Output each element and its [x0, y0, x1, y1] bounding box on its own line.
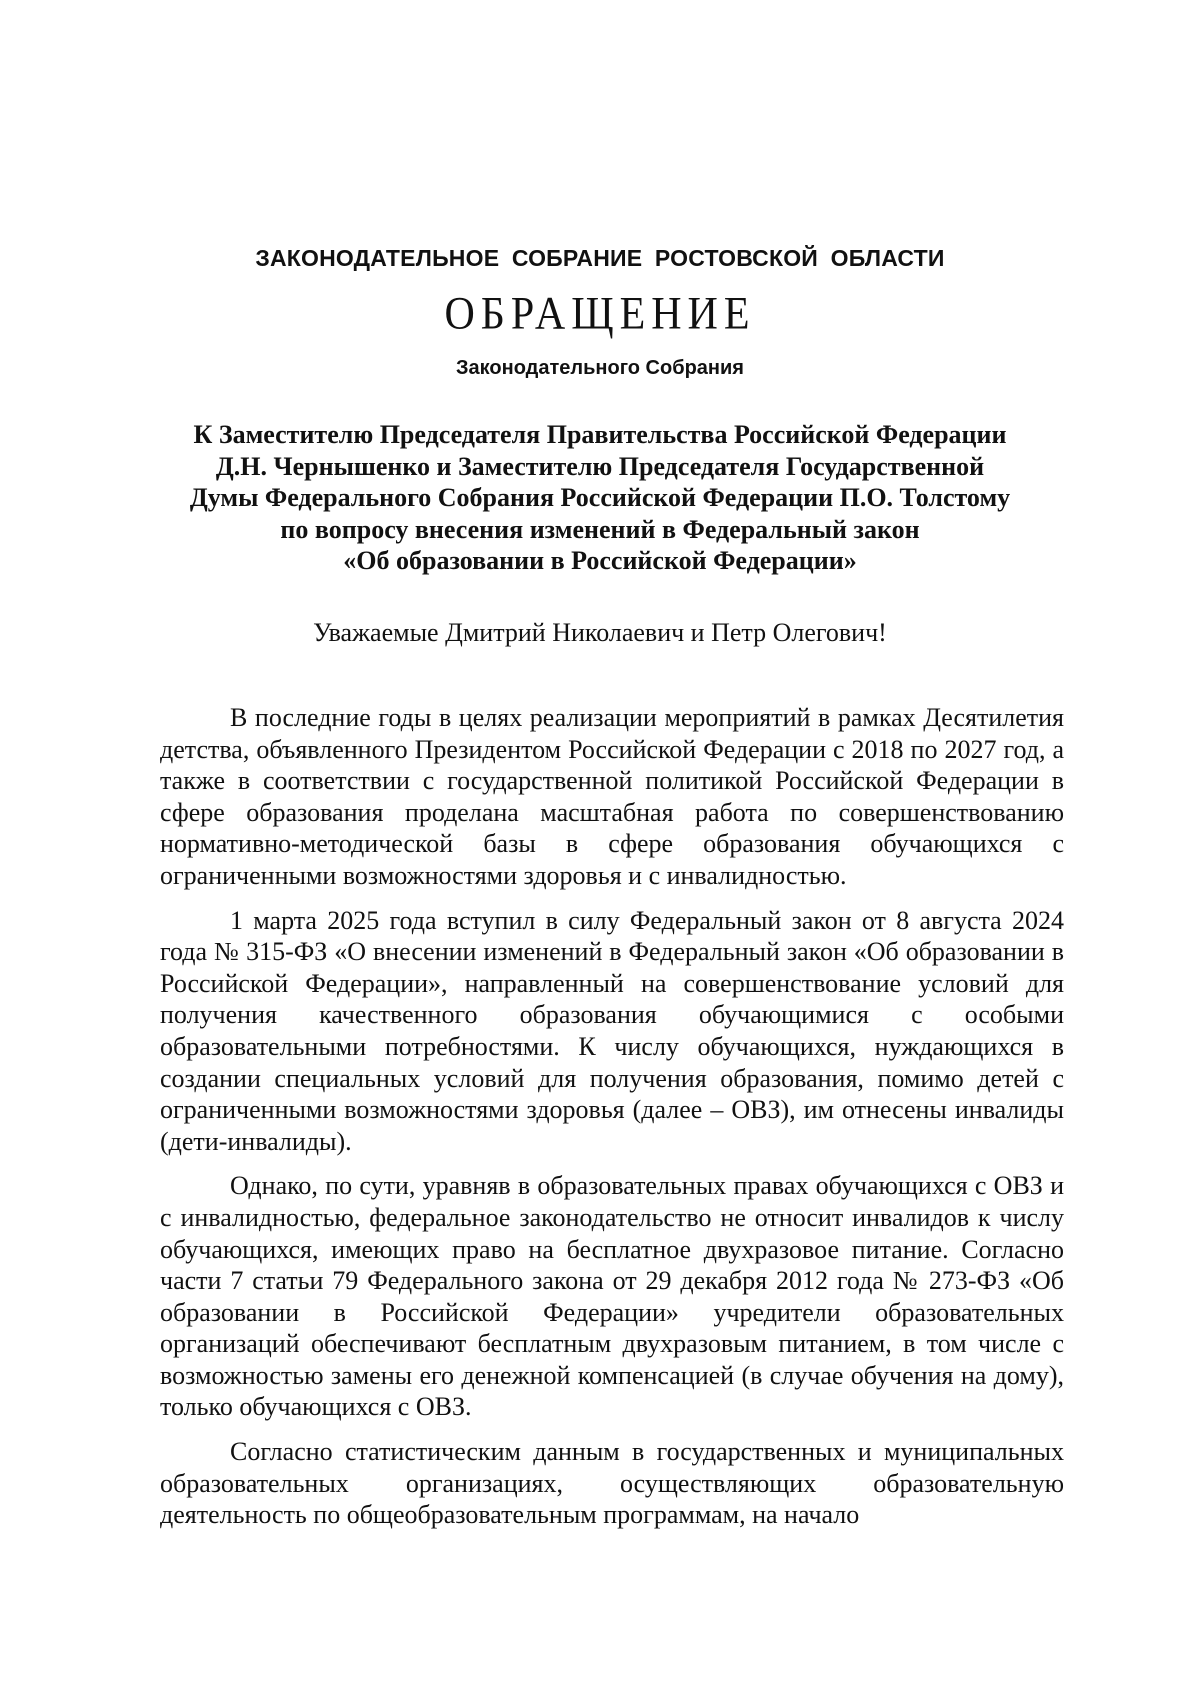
greeting: Уважаемые Дмитрий Николаевич и Петр Олегович! [313, 618, 887, 647]
paragraph: Однако, по сути, уравняв в образовательных правах обучающихся с ОВЗ и с инвалидностью, федеральное законодательство не относит инвалидов к числу обучающихся, имеющих право на бесплатное двухразовое питание. Согласно части 7 статьи 79 Федерального закона от 29 декабря 2012 года № 273-ФЗ «Об образовании в Российской Федерации» учредители образовательных организаций обеспечивают бесплатным двухразовым питанием, в том числе с возможностью замены его денежной компенсацией (в случае обучения на дому), только обучающихся с ОВЗ. [160, 1171, 1064, 1422]
addressee-line: Думы Федерального Собрания Российской Федерации П.О. Толстому [189, 483, 1011, 512]
paragraph: Согласно статистическим данным в государственных и муниципальных образовательных организациях, осуществляющих образовательную деятельность по общеобразовательным программам, на начало [160, 1437, 1064, 1530]
body-text [160, 702, 1064, 1544]
document-type-heading: ОБРАЩЕНИЕ [444, 288, 756, 340]
organization-title: ЗАКОНОДАТЕЛЬНОЕ СОБРАНИЕ РОСТОВСКОЙ ОБЛАСТИ [255, 245, 945, 271]
addressee-block [120, 419, 1080, 577]
document-subtitle: Законодательного Собрания [456, 357, 744, 379]
addressee-line: К Заместителю Председателя Правительства Российской Федерации [193, 420, 1007, 449]
addressee-line: Д.Н. Чернышенко и Заместителю Председателя Государственной [215, 451, 985, 481]
paragraph: 1 марта 2025 года вступил в силу Федеральный закон от 8 августа 2024 года № 315-ФЗ «О внесении изменений в Федеральный закон «Об образовании в Российской Федерации», направленный на совершенствование условий для получения качественного образования обучающимися с особыми образовательными потребностями. К числу обучающихся, нуждающихся в создании специальных условий для получения образования, помимо детей с ограниченными возможностями здоровья (далее – ОВЗ), им отнесены инвалиды (дети-инвалиды). [160, 905, 1064, 1156]
addressee-line: по вопросу внесения изменений в Федеральный закон [280, 514, 920, 544]
addressee-line: «Об образовании в Российской Федерации» [343, 546, 857, 575]
paragraph: В последние годы в целях реализации мероприятий в рамках Десятилетия детства, объявленного Президентом Российской Федерации с 2018 по 2027 год, а также в соответствии с государственной политикой Российской Федерации в сфере образования проделана масштабная работа по совершенствованию нормативно-методической базы в сфере образования обучающихся с ограниченными возможностями здоровья и с инвалидностью. [160, 703, 1064, 890]
